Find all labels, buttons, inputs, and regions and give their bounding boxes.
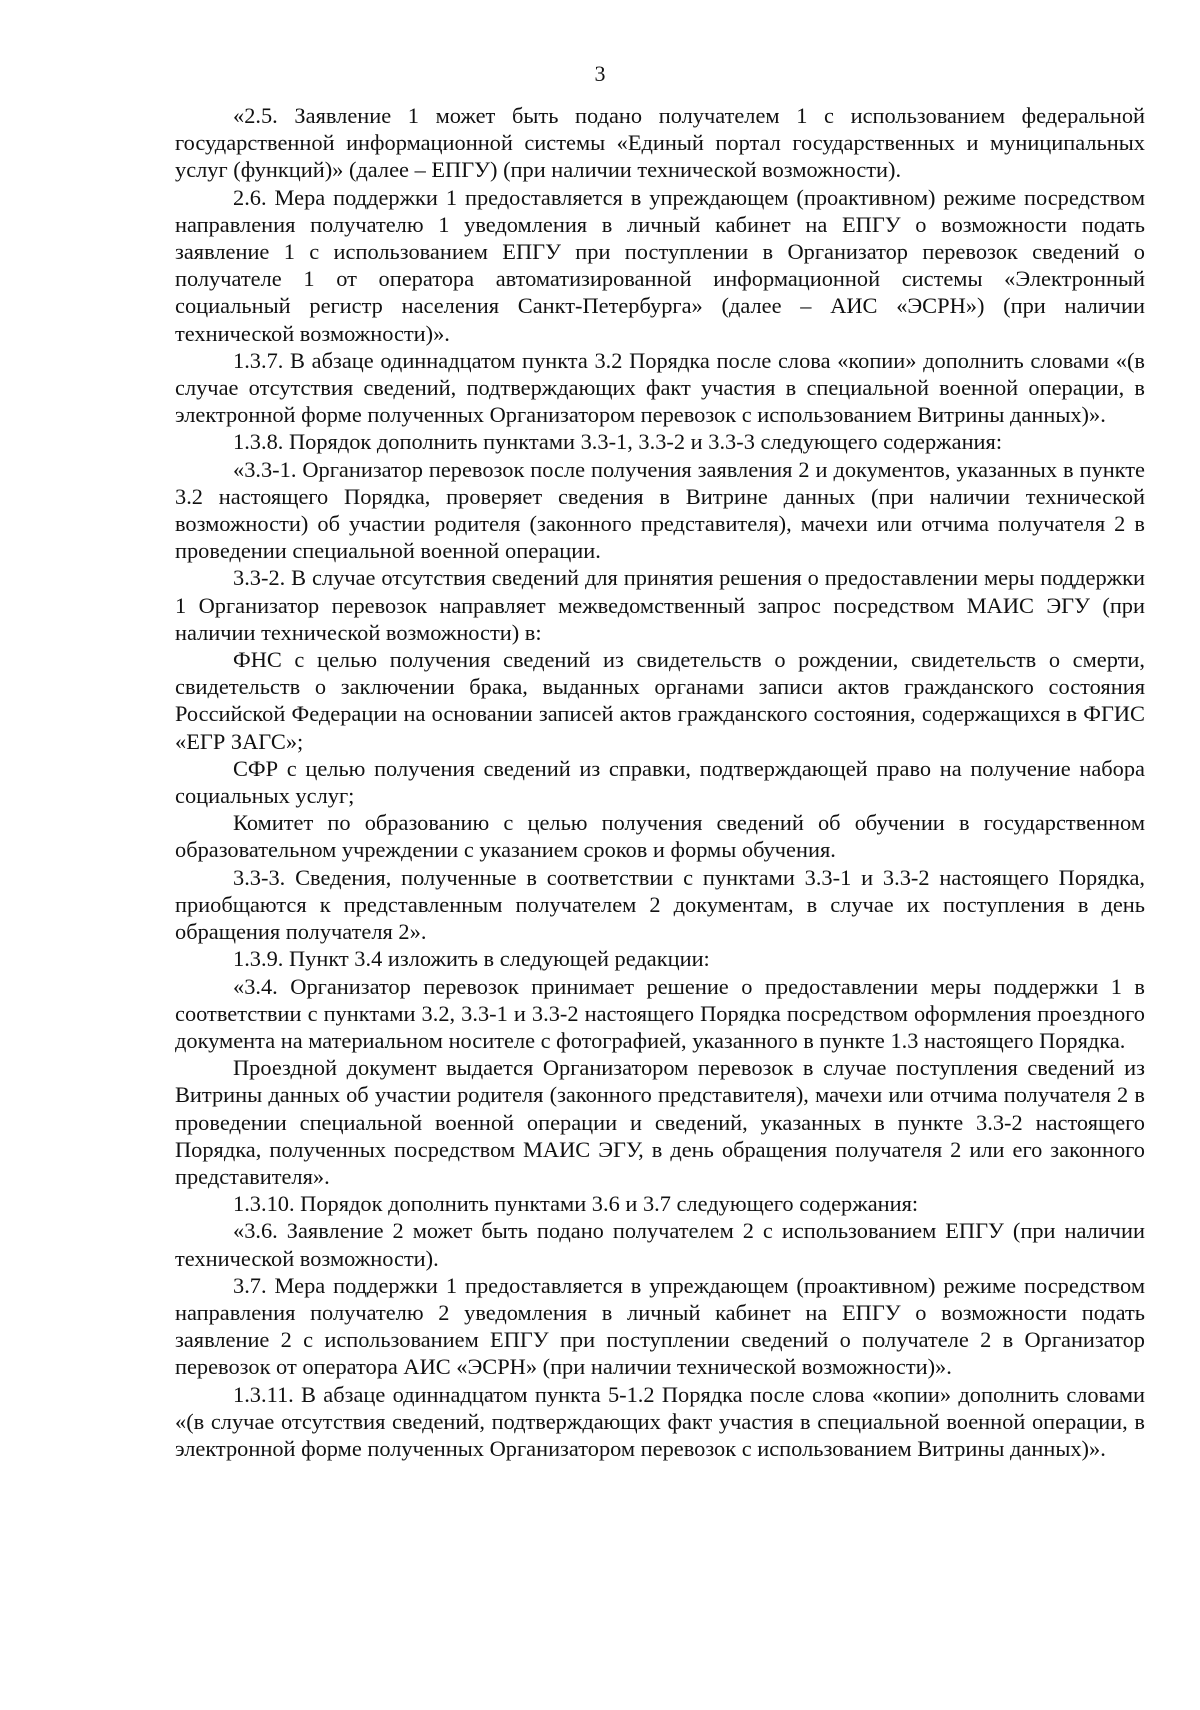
document-body [175, 102, 1145, 1462]
paragraph-2-6: 2.6. Мера поддержки 1 предоставляется в упреждающем (проактивном) режиме посредством направления получателю 1 уведомления в личный кабинет на ЕПГУ о возможности подать заявление 1 с использованием ЕПГУ при поступлении в Организатор перевозок сведений о получателе 1 от оператора автоматизированной информационной системы «Электронный социальный регистр населения Санкт-Петербурга» (далее – АИС «ЭСРН») (при наличии технической возможности)». [175, 184, 1145, 346]
paragraph-1-3-7: 1.3.7. В абзаце одиннадцатом пункта 3.2 Порядка после слова «копии» дополнить словами «(в случае отсутствия сведений, подтверждающих факт участия в специальной военной операции, в электронной форме полученных Организатором перевозок с использованием Витрины данных)». [175, 347, 1145, 428]
paragraph-3-4: «3.4. Организатор перевозок принимает решение о предоставлении меры поддержки 1 в соответствии с пунктами 3.2, 3.3-1 и 3.3-2 настоящего Порядка посредством оформления проездного документа на материальном носителе с фотографией, указанного в пункте 1.3 настоящего Порядка. [175, 973, 1145, 1053]
paragraph-1-3-11: 1.3.11. В абзаце одиннадцатом пункта 5-1.2 Порядка после слова «копии» дополнить словами «(в случае отсутствия сведений, подтверждающих факт участия в специальной военной операции, в электронной форме полученных Организатором перевозок с использованием Витрины данных)». [175, 1381, 1145, 1461]
paragraph-fns: ФНС с целью получения сведений из свидетельств о рождении, свидетельств о смерти, свидетельств о заключении брака, выданных органами записи актов гражданского состояния Российской Федерации на основании записей актов гражданского состояния, содержащихся в ФГИС «ЕГР ЗАГС»; [175, 647, 1145, 754]
paragraph-1-3-9: 1.3.9. Пункт 3.4 изложить в следующей редакции: [233, 946, 710, 972]
paragraph-3-3-3: 3.3-3. Сведения, полученные в соответствии с пунктами 3.3-1 и 3.3-2 настоящего Порядка, приобщаются к представленным получателем 2 документам, в случае их поступления в день обращения получателя 2». [175, 864, 1145, 945]
paragraph-2-5: «2.5. Заявление 1 может быть подано получателем 1 с использованием федеральной государственной информационной системы «Единый портал государственных и муниципальных услуг (функций)» (далее – ЕПГУ) (при наличии технической возможности). [175, 103, 1145, 183]
paragraph-1-3-8: 1.3.8. Порядок дополнить пунктами 3.3-1, 3.3-2 и 3.3-3 следующего содержания: [233, 429, 1003, 455]
paragraph-3-6: «3.6. Заявление 2 может быть подано получателем 2 с использованием ЕПГУ (при наличии технической возможности). [175, 1218, 1145, 1271]
paragraph-3-3-1: «3.3-1. Организатор перевозок после получения заявления 2 и документов, указанных в пункте 3.2 настоящего Порядка, проверяет сведения в Витрине данных (при наличии технической возможности) об участии родителя (законного представителя), мачехи или отчима получателя 2 в проведении специальной военной операции. [175, 456, 1145, 564]
paragraph-travel-document: Проездной документ выдается Организатором перевозок в случае поступления сведений из Витрины данных об участии родителя (законного представителя), мачехи или отчима получателя 2 в проведении специальной военной операции и сведений, указанных в пункте 3.3-2 настоящего Порядка, полученных посредством МАИС ЭГУ, в день обращения получателя 2 или его законного представителя». [175, 1055, 1145, 1189]
page-number: 3 [594, 61, 606, 86]
paragraph-1-3-10: 1.3.10. Порядок дополнить пунктами 3.6 и 3.7 следующего содержания: [233, 1191, 919, 1217]
paragraph-3-7: 3.7. Мера поддержки 1 предоставляется в упреждающем (проактивном) режиме посредством направления получателю 2 уведомления в личный кабинет на ЕПГУ о возможности подать заявление 2 с использованием ЕПГУ при поступлении сведений о получателе 2 в Организатор перевозок от оператора АИС «ЭСРН» (при наличии технической возможности)». [175, 1272, 1145, 1380]
paragraph-sfr: СФР с целью получения сведений из справки, подтверждающей право на получение набора социальных услуг; [175, 755, 1145, 809]
paragraph-3-3-2: 3.3-2. В случае отсутствия сведений для принятия решения о предоставлении меры поддержки 1 Организатор перевозок направляет межведомственный запрос посредством МАИС ЭГУ (при наличии технической возможности) в: [175, 565, 1145, 645]
paragraph-committee: Комитет по образованию с целью получения сведений об обучении в государственном образовательном учреждении с указанием сроков и формы обучения. [175, 810, 1145, 863]
